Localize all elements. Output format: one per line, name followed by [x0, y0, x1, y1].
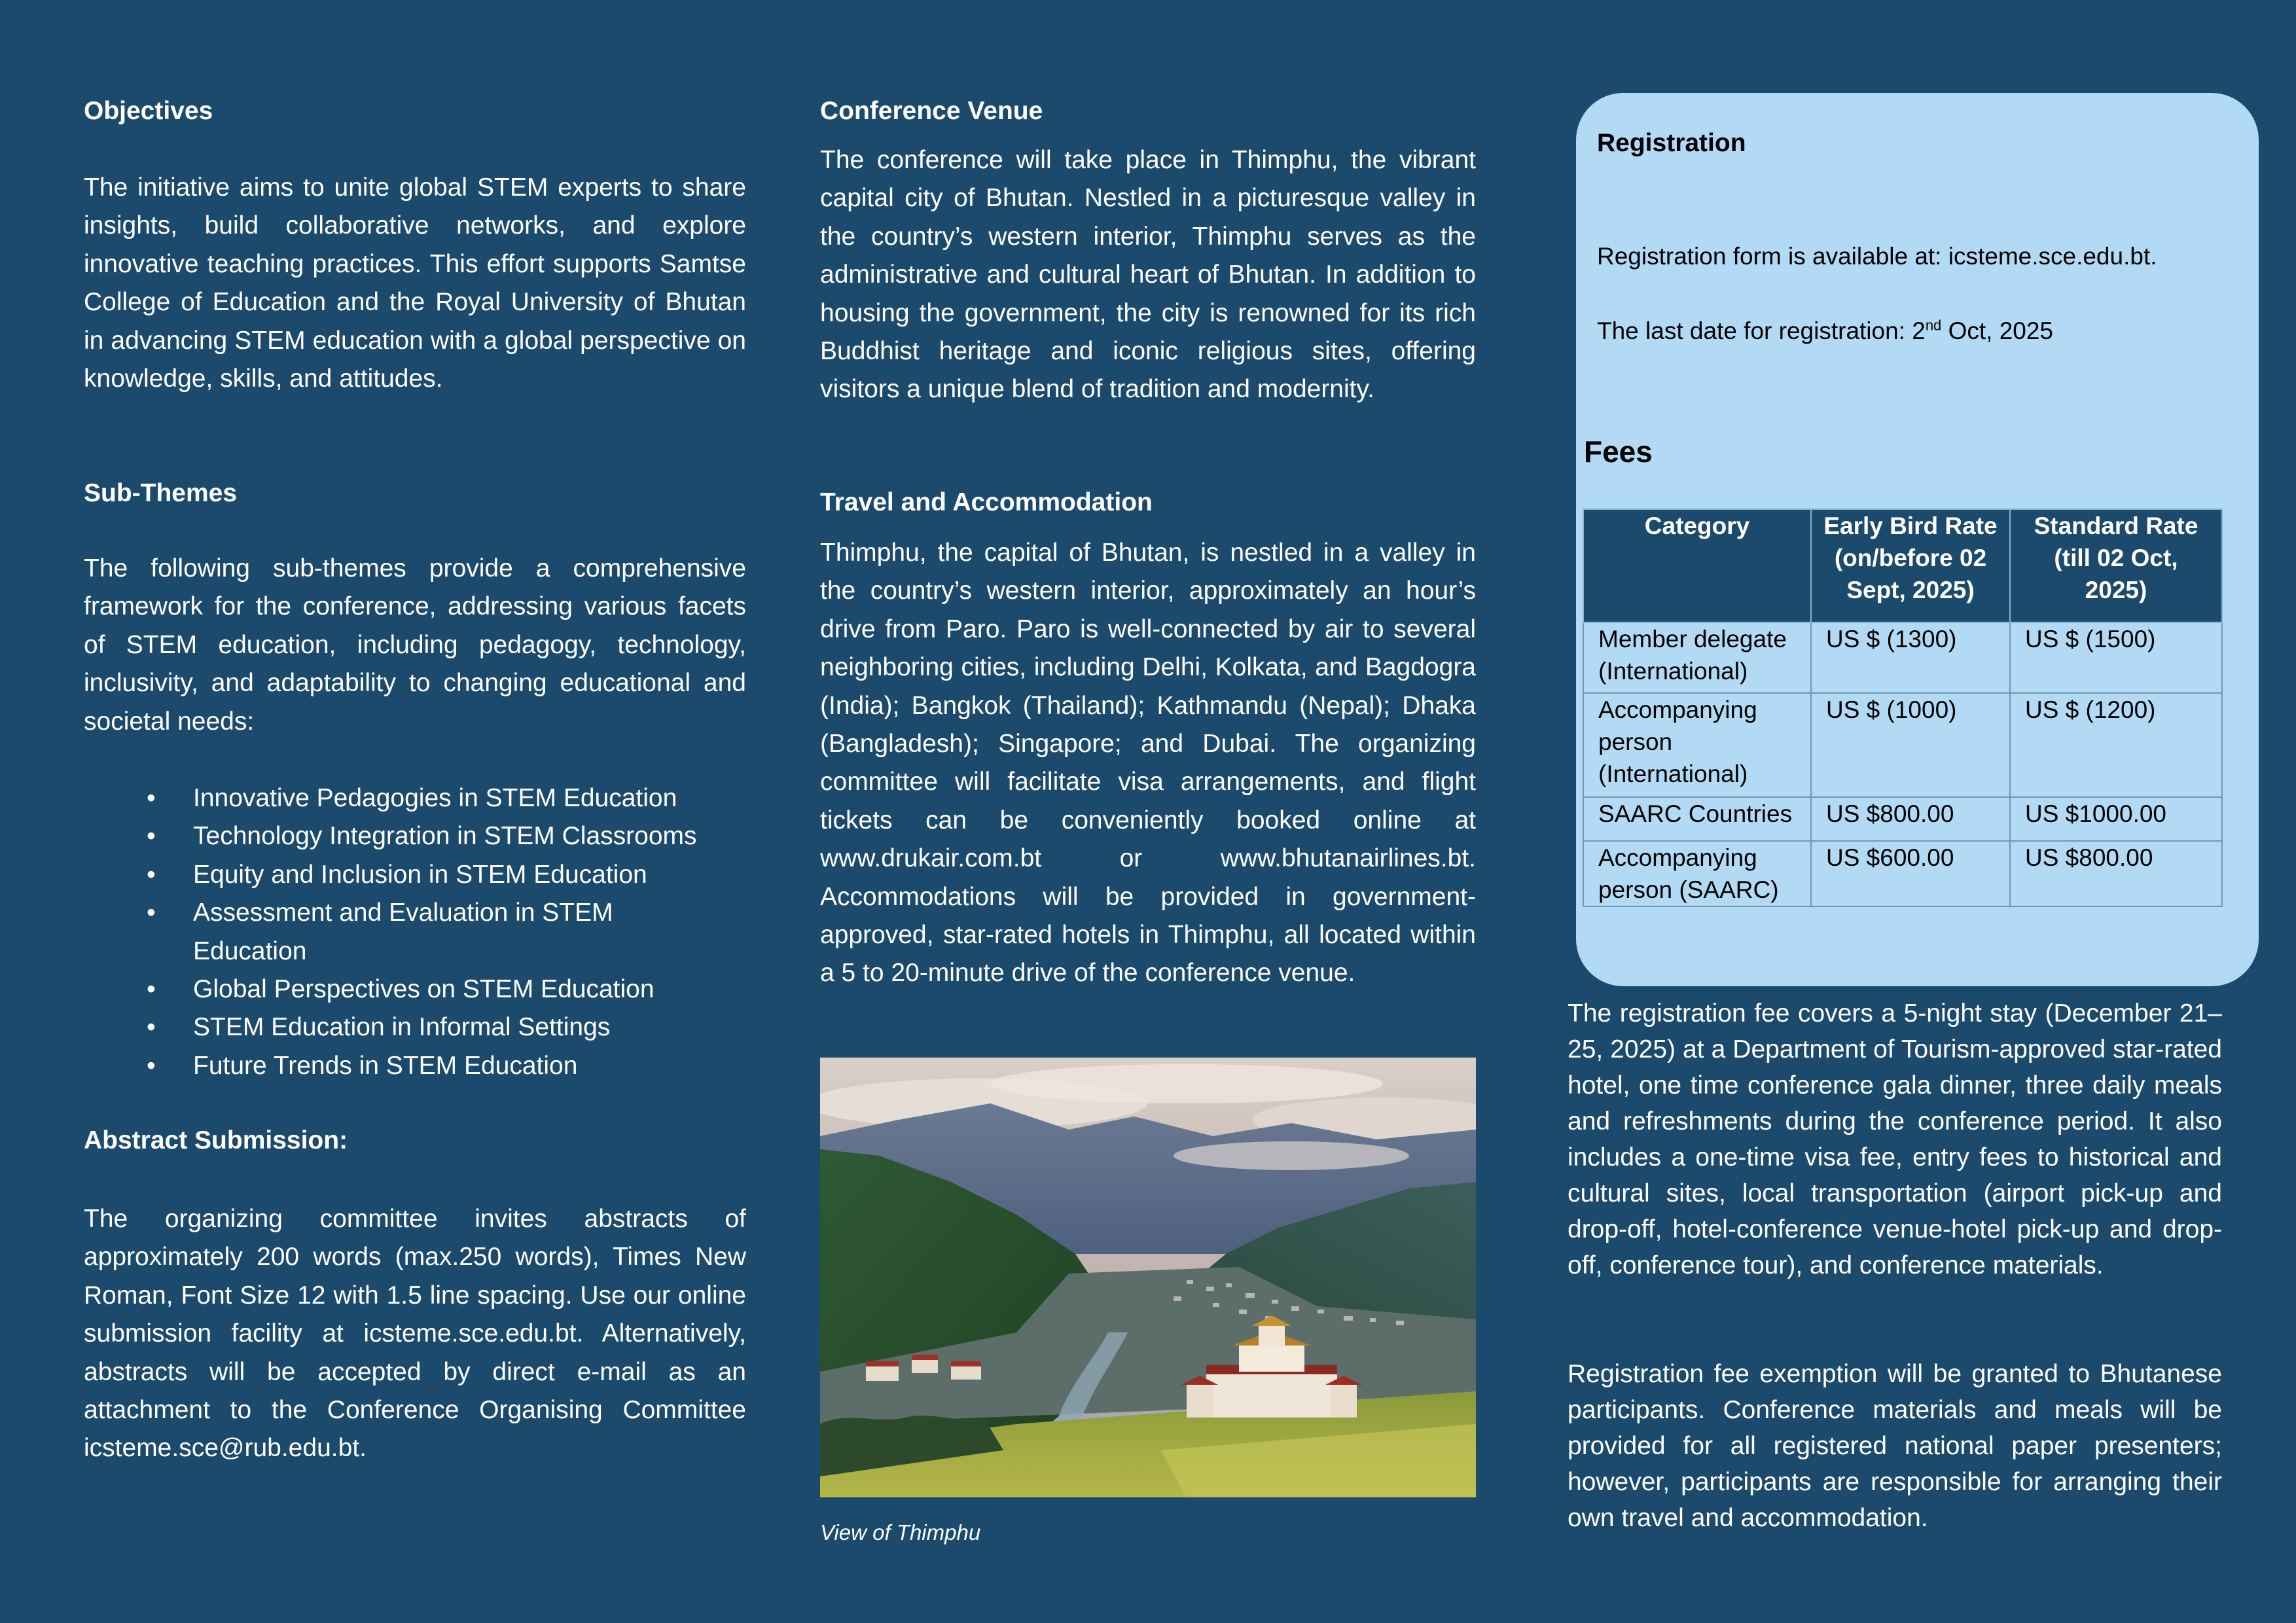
travel-text: Thimphu, the capital of Bhutan, is nestled in a valley in the country’s western interior, approximately an hour’s drive from Paro. Paro is well-connected by air to several neighboring cities, including Delhi, Kolkata, and Bagdogra (India); Bangkok (Thailand); Kathmandu (Nepal); Dhaka (Bangladesh); Singapore; and Dubai. The organizing committee will facilitate visa arrangements, and flight tickets can be conveniently booked online at www.drukair.com.bt or www.bhutanairlines.bt. Accommodations will be provided in government-approved, star-rated hotels in Thimphu, all located within a 5 to 20-minute drive of the conference venue.: [820, 539, 1476, 988]
sub-themes-intro: The following sub-themes provide a comprehensive framework for the conference, addressing various facets of STEM education, including pedagogy, technology, inclusivity, and adaptability to changing educational and societal needs:: [84, 554, 746, 736]
table-cell: SAARC Countries: [1583, 797, 1811, 841]
abstract-text: The organizing committee invites abstracts of approximately 200 words (max.250 words), Times New Roman, Font Size 12 with 1.5 line spacing. Use our online submission facility at icsteme.sce.edu.bt. Alternatively, abstracts will be accepted by direct e-mail as an attachment to the Conference Organising Committee icsteme.sce@rub.edu.bt.: [84, 1205, 746, 1463]
fee-coverage-text: The registration fee covers a 5-night stay (December 21–25, 2025) at a Department of Tourism-approved star-rated hotel, one time conference gala dinner, three daily meals and refreshments during the conference period. It also includes a one-time visa fee, entry fees to historical and cultural sites, local transportation (airport pick-up and drop-off, hotel-conference venue-hotel pick-up and drop-off, conference tour), and conference materials.: [1568, 999, 2222, 1279]
thimphu-photo: [820, 1058, 1476, 1497]
table-cell: US $800.00: [1811, 797, 2010, 841]
table-row: [1583, 622, 2222, 693]
objectives-heading: Objectives: [84, 97, 213, 125]
sub-themes-heading: Sub-Themes: [84, 479, 238, 507]
deadline-prefix: The last date for registration: 2: [1597, 317, 1926, 344]
fees-heading: Fees: [1584, 435, 1653, 469]
registration-deadline: [1597, 315, 2053, 348]
table-cell: US $ (1000): [1811, 693, 2010, 797]
list-item: • Technology Integration in STEM Classrooms: [84, 817, 746, 855]
table-cell: Member delegate (International): [1583, 622, 1811, 693]
venue-text: The conference will take place in Thimphu, the vibrant capital city of Bhutan. Nestled in a picturesque valley in the country’s western interior, Thimphu serves as the administrative and cultural heart of Bhutan. In addition to housing the government, the city is renowned for its rich Buddhist heritage and iconic religious sites, offering visitors a unique blend of tradition and modernity.: [820, 146, 1476, 404]
deadline-ordinal: nd: [1925, 317, 1942, 334]
registration-heading: Registration: [1597, 129, 1746, 157]
venue-heading: Conference Venue: [820, 97, 1043, 125]
table-cell: US $ (1500): [2010, 622, 2222, 693]
list-item: • Innovative Pedagogies in STEM Education: [84, 779, 746, 817]
table-cell: Accompanying person (International): [1583, 693, 1811, 797]
fee-exemption-text: Registration fee exemption will be granted to Bhutanese participants. Conference materials and meals will be provided for all registered national paper presenters; however, participants are responsible for arranging their own travel and accommodation.: [1568, 1360, 2222, 1532]
table-cell: US $ (1200): [2010, 693, 2222, 797]
list-item: • Equity and Inclusion in STEM Education: [84, 856, 746, 894]
sub-themes-list: [84, 779, 746, 1085]
list-item: • Future Trends in STEM Education: [84, 1047, 746, 1085]
list-item: • Global Perspectives on STEM Education: [84, 971, 746, 1008]
photo-caption: View of Thimphu: [820, 1520, 981, 1544]
table-row: [1583, 841, 2222, 906]
table-cell: US $ (1300): [1811, 622, 2010, 693]
deadline-suffix: Oct, 2025: [1941, 317, 2054, 344]
list-item: • Assessment and Evaluation in STEM Education: [84, 894, 746, 971]
column-header-standard: Standard Rate (till 02 Oct, 2025): [2010, 509, 2222, 622]
registration-card: [1576, 93, 2259, 986]
abstract-heading: Abstract Submission:: [84, 1126, 348, 1154]
travel-heading: Travel and Accommodation: [820, 488, 1153, 516]
table-cell: US $600.00: [1811, 841, 2010, 906]
table-cell: US $1000.00: [2010, 797, 2222, 841]
table-header-row: [1583, 509, 2222, 622]
fees-table: [1583, 508, 2223, 907]
column-header-category: Category: [1583, 509, 1811, 622]
table-cell: Accompanying person (SAARC): [1583, 841, 1811, 906]
table-cell: US $800.00: [2010, 841, 2222, 906]
table-row: [1583, 693, 2222, 797]
registration-form-text: Registration form is available at: icsteme.sce.edu.bt.: [1597, 243, 2157, 270]
list-item: • STEM Education in Informal Settings: [84, 1008, 746, 1046]
column-header-early-bird: Early Bird Rate (on/before 02 Sept, 2025): [1811, 509, 2010, 622]
objectives-text: The initiative aims to unite global STEM experts to share insights, build collaborative networks, and explore innovative teaching practices. This effort supports Samtse College of Education and the Royal University of Bhutan in advancing STEM education with a global perspective on knowledge, skills, and attitudes.: [84, 173, 746, 393]
table-row: [1583, 797, 2222, 841]
